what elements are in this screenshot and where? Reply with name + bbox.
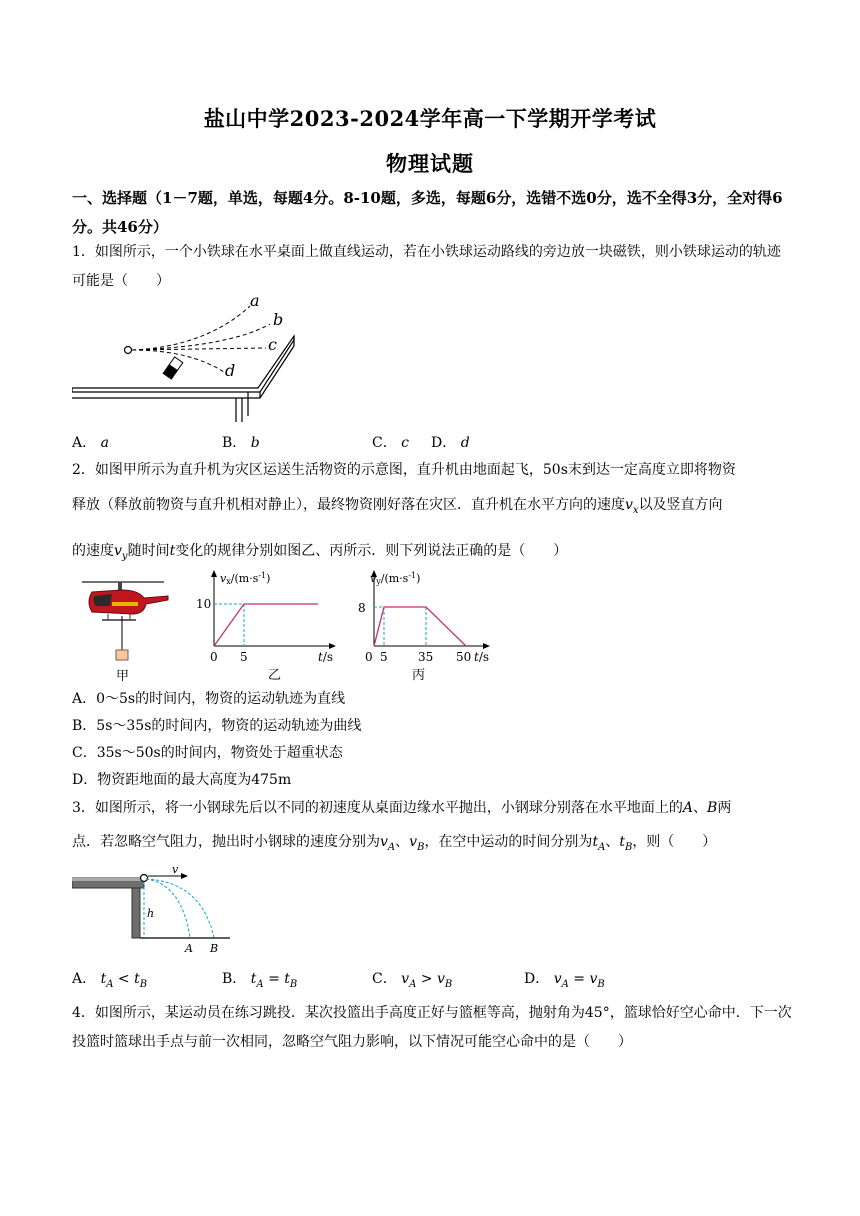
bing-x-tick: 0: [365, 650, 373, 664]
q3-stem-line2-end: ，则（ ）: [632, 834, 717, 850]
path-B: [146, 879, 214, 938]
q2-option-b[interactable]: B．5s～35s的时间内，物资的运动轨迹为曲线: [72, 718, 362, 734]
var-vx: [625, 497, 639, 516]
q3-figure: [72, 864, 242, 956]
yi-y-tick: 10: [196, 597, 212, 611]
option-expr-b: $v_B$: [589, 971, 605, 990]
option-letter: B．: [222, 971, 247, 987]
var-sub: x: [632, 504, 639, 516]
trajectory-a: [132, 306, 250, 350]
iron-ball: [125, 347, 132, 354]
label-v: v: [172, 864, 179, 876]
fig-label-jia: 甲: [116, 669, 130, 684]
bing-x-label: t/s: [474, 650, 490, 664]
q1-figure: [72, 292, 302, 424]
var-v: v: [625, 497, 633, 513]
q3-stem-line2: 点．若忽略空气阻力，抛出时小钢球的速度分别为$v_A$、$v_B$，在空中运动的时间分别为$t_A$、$t_B$，则（ ）: [72, 834, 717, 853]
var-tA: $t_A$: [592, 834, 606, 853]
option-letter: A．: [72, 971, 97, 987]
q3-option-d[interactable]: D． $v_A = v_B$: [524, 971, 605, 990]
var-tB: $t_B$: [619, 834, 633, 853]
q2-stem-line2-end: 以及竖直方向: [638, 497, 723, 513]
q2-fig-yi: [190, 568, 340, 686]
bing-x-tick: 50: [456, 650, 472, 664]
q2-option-a[interactable]: A．0～5s的时间内，物资的运动轨迹为直线: [72, 691, 346, 707]
q3-stem-line1: [72, 797, 731, 817]
q3-option-b[interactable]: B． $t_A = t_B$: [222, 971, 298, 990]
label-A: A: [185, 942, 193, 955]
fig-label-bing: 丙: [412, 668, 426, 683]
q1-stem: 1．如图所示，一个小铁球在水平桌面上做直线运动，若在小铁球运动路线的旁边放一块磁铁，则小铁球运动的轨迹可能是（ ）: [72, 244, 781, 289]
option-letter: B．: [222, 435, 247, 451]
q2-option-d[interactable]: D．物资距地面的最大高度为475m: [72, 772, 292, 788]
q2-stem-line3-text: 的速度: [72, 543, 114, 559]
var-v: v: [114, 543, 122, 559]
label-B: B: [210, 942, 219, 955]
yi-graph-line: [214, 604, 318, 646]
label-b: b: [273, 310, 284, 329]
q2-stem-line3: [72, 540, 567, 562]
var-vy: [114, 543, 128, 562]
var-vB: $v_B$: [409, 834, 425, 853]
var-A: A: [682, 800, 694, 816]
bing-y-label: $vy/(m\cdot s^{-1})$: [370, 571, 421, 586]
q2-fig-jia: [72, 574, 172, 686]
option-text: a: [100, 435, 109, 451]
option-expr: $t_A$: [100, 971, 114, 990]
fig-label-yi: 乙: [268, 668, 282, 683]
label-d: d: [225, 361, 236, 380]
q3-option-c[interactable]: C． $v_A > v_B$: [372, 971, 453, 990]
var-sub: y: [121, 550, 128, 562]
table-top: [72, 336, 294, 392]
q2-stem-line3-mid: 随时间: [127, 543, 170, 559]
q2-stem-line2-text: 释放（释放前物资与直升机相对静止），最终物资刚好落在灾区．直升机在水平方向的速度: [72, 497, 625, 513]
q1-option-c[interactable]: [372, 432, 409, 452]
q1-option-d[interactable]: [431, 432, 470, 452]
var-B: B: [707, 800, 718, 816]
q2-option-c[interactable]: C．35s～50s的时间内，物资处于超重状态: [72, 745, 343, 761]
option-expr-b: $t_B$: [134, 971, 148, 990]
q3-stem-text: 3．如图所示，将一小钢球先后以不同的初速度从桌面边缘水平抛出，小钢球分别落在水平地面上的: [72, 800, 683, 816]
option-letter: C．: [372, 971, 397, 987]
bing-x-tick: 35: [418, 650, 434, 664]
bing-graph-line: [374, 607, 466, 646]
q2-stem-line2: [72, 494, 723, 516]
yi-y-label: $vx/(m\cdot s^{-1})$: [220, 571, 271, 586]
option-text: c: [401, 435, 410, 451]
var-vA: $v_A$: [380, 834, 396, 853]
steel-ball: [141, 875, 148, 882]
exam-subtitle: 物理试题: [386, 151, 474, 176]
label-h: h: [147, 907, 155, 920]
q4-stem: 4．如图所示，某运动员在练习跳投．某次投篮出手高度正好与篮框等高，抛射角为45°，篮球恰好空心命中．下一次投篮时篮球出手点与前一次相同，忽略空气阻力影响，以下情况可能空心命中的是（ ）: [72, 1005, 792, 1050]
q3-stem-end: 两: [717, 800, 732, 816]
q3-option-a[interactable]: A． $t_A < t_B$: [72, 971, 148, 990]
bing-x-tick: 5: [380, 650, 388, 664]
exam-title: 盐山中学2023-2024学年高一下学期开学考试: [203, 106, 657, 131]
var-t: t: [169, 543, 176, 559]
q3-stem-line2-mid: ，在空中运动的时间分别为: [424, 834, 593, 850]
option-text: d: [460, 435, 470, 451]
option-letter: A．: [72, 435, 97, 451]
label-c: c: [268, 335, 277, 354]
yi-x-label: t/s: [318, 650, 334, 664]
q1-option-b[interactable]: [222, 432, 260, 452]
yi-x-tick: 0: [210, 650, 218, 664]
option-letter: D．: [524, 971, 550, 987]
option-text: b: [250, 435, 260, 451]
option-letter: C．: [372, 435, 397, 451]
q1-option-a[interactable]: [72, 432, 109, 452]
cargo-box-icon: [116, 650, 128, 660]
q2-stem-line1: 2．如图甲所示为直升机为灾区运送生活物资的示意图，直升机由地面起飞，50s末到达一定高度立即将物资: [72, 462, 736, 478]
q2-fig-bing: [350, 568, 500, 686]
trajectory-c: [132, 348, 266, 350]
option-letter: D．: [431, 435, 457, 451]
option-expr-b: $v_B$: [436, 971, 453, 990]
trajectory-b: [132, 324, 270, 350]
q3-stem-line2-text: 点．若忽略空气阻力，抛出时小钢球的速度分别为: [72, 834, 380, 850]
option-expr-b: $t_B$: [284, 971, 298, 990]
option-expr: $t_A$: [250, 971, 264, 990]
option-expr: $v_A$: [553, 971, 569, 990]
yi-x-tick: 5: [240, 650, 248, 664]
label-a: a: [250, 292, 260, 310]
bing-y-tick: 8: [358, 601, 366, 615]
q2-stem-line3-end: 变化的规律分别如图乙、丙所示．则下列说法正确的是（ ）: [175, 543, 568, 559]
section-heading: 一、选择题（1－7题，单选，每题4分。8-10题，多选，每题6分，选错不选0分，选不全得3分，全对得6分。共46分）: [72, 189, 783, 236]
desk-leg: [132, 888, 140, 938]
sep: 、: [693, 800, 708, 816]
magnet: [163, 357, 183, 379]
option-expr: $v_A$: [401, 971, 417, 990]
